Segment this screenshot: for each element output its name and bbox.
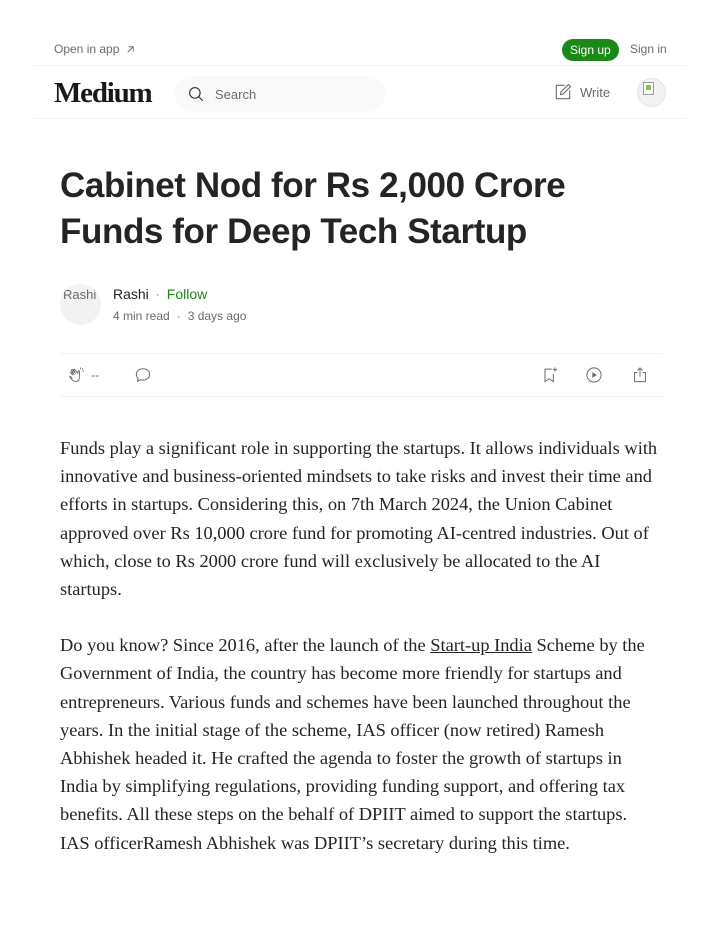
sign-in-link[interactable]: Sign in	[630, 42, 667, 56]
author-name[interactable]: Rashi	[113, 286, 149, 302]
search-input[interactable]	[215, 87, 365, 102]
author-line	[113, 286, 207, 302]
clap-button[interactable]	[67, 365, 99, 385]
search-icon	[187, 85, 205, 103]
play-icon	[584, 365, 604, 385]
share-button[interactable]	[630, 365, 650, 390]
write-icon	[553, 82, 573, 102]
sign-up-button[interactable]: Sign up	[562, 39, 619, 61]
startup-india-link[interactable]: Start-up India	[430, 635, 532, 656]
author-avatar-alt: Rashi	[63, 287, 97, 302]
bookmark-add-icon	[540, 365, 560, 385]
separator-dot: ·	[155, 287, 160, 301]
comment-icon	[133, 365, 153, 385]
separator-dot: ·	[176, 309, 181, 323]
save-button[interactable]	[540, 365, 560, 390]
article-paragraph: Funds play a significant role in supporting the startups. It allows individuals with innovative and business-oriented mindsets to take risks and invest their time and efforts in startups. Considering this, on 7th March 2024, the Union Cabinet approved over Rs 10,000 crore fund for promoting AI-centred industries. Out of which, close to Rs 2000 crore fund will exclusively be allocated to the AI startups.	[60, 438, 658, 600]
article-action-bar	[60, 353, 662, 397]
main-nav	[33, 68, 687, 119]
published-date: 3 days ago	[187, 309, 247, 323]
article-paragraph	[60, 631, 660, 857]
write-label: Write	[580, 84, 611, 100]
article-title: Cabinet Nod for Rs 2,000 Crore Funds for Deep Tech Startup	[60, 166, 566, 251]
article-meta	[113, 309, 246, 323]
open-in-app-label: Open in app	[54, 42, 120, 56]
top-banner	[33, 36, 687, 66]
listen-button[interactable]	[584, 365, 604, 390]
search-box[interactable]	[175, 76, 385, 112]
user-avatar[interactable]	[637, 78, 666, 107]
arrow-up-right-icon	[125, 44, 136, 55]
article-body	[60, 434, 660, 885]
paragraph-text: Scheme by the Government of India, the country has become more friendly for startups and entrepreneurs. Various funds and schemes have been launched throughout the years. In the initial stage of the scheme, IAS officer (now retired) Ramesh Abhishek headed it. He crafted the agenda to foster the growth of startups in India by simplifying regulations, providing funding support, and offering tax benefits. All these steps on the behalf of DPIIT aimed to support the startups. IAS officerRamesh Abhishek was DPIIT’s secretary during this time.	[60, 635, 645, 853]
clap-count: --	[91, 368, 99, 382]
paragraph-text: Do you know? Since 2016, after the launch of the	[60, 635, 431, 656]
clap-icon	[67, 365, 87, 385]
follow-button[interactable]: Follow	[166, 286, 208, 302]
write-button[interactable]	[553, 82, 610, 102]
open-in-app-link[interactable]	[54, 42, 136, 56]
medium-logo[interactable]: Medium	[54, 77, 152, 109]
share-icon	[630, 365, 650, 385]
broken-image-icon	[643, 82, 654, 95]
author-avatar[interactable]	[60, 284, 101, 325]
read-time: 4 min read	[113, 309, 170, 323]
comment-button[interactable]	[133, 365, 153, 390]
